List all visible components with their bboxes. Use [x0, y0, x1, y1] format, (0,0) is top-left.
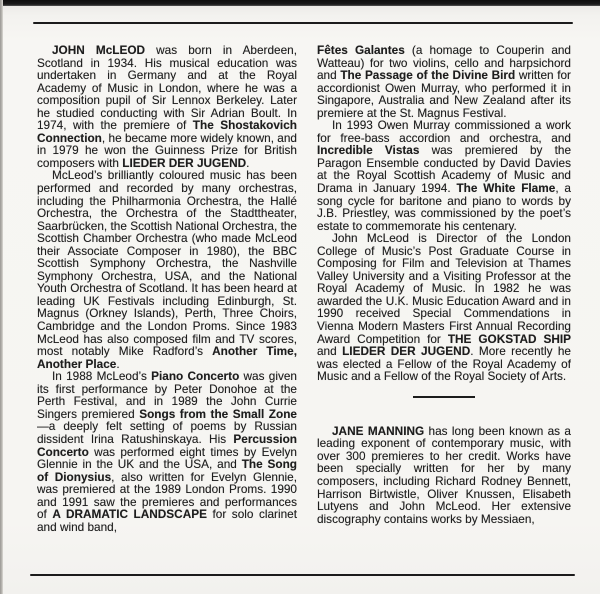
left-column — [37, 44, 297, 572]
paragraph-fetes-galantes-continuation: Fêtes Galantes (a homage to Couperin and Watteau) for two violins, cello and harpsichord and The Passage of the Divine Bird written for accordionist Owen Murray, who performed it in Singapore, Australia and New Zealand after its premiere at the St. Magnus Festival. — [317, 44, 571, 120]
bottom-rule — [30, 574, 575, 576]
paragraph-premieres-1988-1991: In 1988 McLeod’s Piano Concerto was given its first performance by Peter Donohoe at the Perth Festival, and in 1989 the John Currie Singers premiered Songs from the Small Zone—a deeply felt setting of poems by Russian dissident Irina Ratushinskaya. His Percussion Concerto was performed eight times by Evelyn Glennie in the UK and the USA, and The Song of Dionysius, also written for Evelyn Glennie, was premiered at the 1989 London Proms. 1990 and 1991 saw the premieres and performances of A DRAMATIC LANDSCAPE for solo clarinet and wind band, — [37, 369, 297, 534]
paragraph-orchestras-and-festivals: McLeod’s brilliantly coloured music has been performed and recorded by many orchestras, including the Philharmonia Orchestra, the Hallé Orchestra, the Orchestra of the Stadttheater, Saarbrücken, the Scottish National Orchestra, the Scottish Chamber Orchestra (who made McLeod their Associate Composer in 1980), the BBC Scottish Symphony Orchestra, the Nashville Symphony Orchestra, USA, and the National Youth Orchestra of Scotland. It has been heard at leading UK Festivals including Edinburgh, St. Magnus (Orkney Islands), Perth, Three Choirs, Cambridge and the London Proms. Since 1983 McLeod has also composed film and TV scores, most notably Mike Radford’s Another Time, Another Place. — [37, 168, 298, 371]
paragraph-director-and-awards: John McLeod is Director of the London College of Music’s Post Graduate Course in Composing for Film and Television at Thames Valley University and a Visiting Professor at the Royal Academy of Music. In 1982 he was awarded the U.K. Music Education Award and in 1990 received Special Commendations in Vienna Modern Masters First Annual Recording Award Competition for THE GOKSTAD SHIP and LIEDER DER JUGEND. More recently he was elected a Fellow of the Royal Academy of Music and a Fellow of the Royal Society of Arts. — [317, 231, 571, 384]
paragraph-john-mcleod-biography: JOHN McLEOD was born in Aberdeen, Scotland in 1934. His musical education was undertaken in Germany and at the Royal Academy of Music in London, where he was a composition pupil of Sir Lennox Berkeley. Later he studied conducting with Sir Adrian Boult. In 1974, with the premiere of The Shostakovich Connection, he became more widely known, and in 1979 he won the Guinness Prize for British composers with LIEDER DER JUGEND. — [37, 44, 298, 170]
text-columns — [37, 44, 571, 572]
top-rule — [33, 22, 573, 24]
scan-top-edge — [0, 0, 600, 6]
paragraph-1993-commissions: In 1993 Owen Murray commissioned a work for free-bass accordion and orchestra, and Incredible Vistas was premiered by the Paragon Ensemble conducted by David Davies at the Royal Scottish Academy of Music and Drama in January 1994. The White Flame, a song cycle for baritone and piano to words by J.B. Priestley, was commissioned by the poet’s estate to commemorate his centenary. — [317, 118, 571, 233]
scan-left-edge — [0, 0, 3, 594]
section-divider-rule — [413, 396, 475, 398]
right-column — [317, 44, 571, 572]
paragraph-jane-manning-biography: JANE MANNING has long been known as a leading exponent of contemporary music, with over 300 premieres to her credit. Works have been specially written for her by many composers, including Richard Rodney Bennett, Harrison Birtwistle, Oliver Knussen, Elisabeth Lutyens and John McLeod. Her extensive discography contains works by Messiaen, — [317, 423, 571, 526]
